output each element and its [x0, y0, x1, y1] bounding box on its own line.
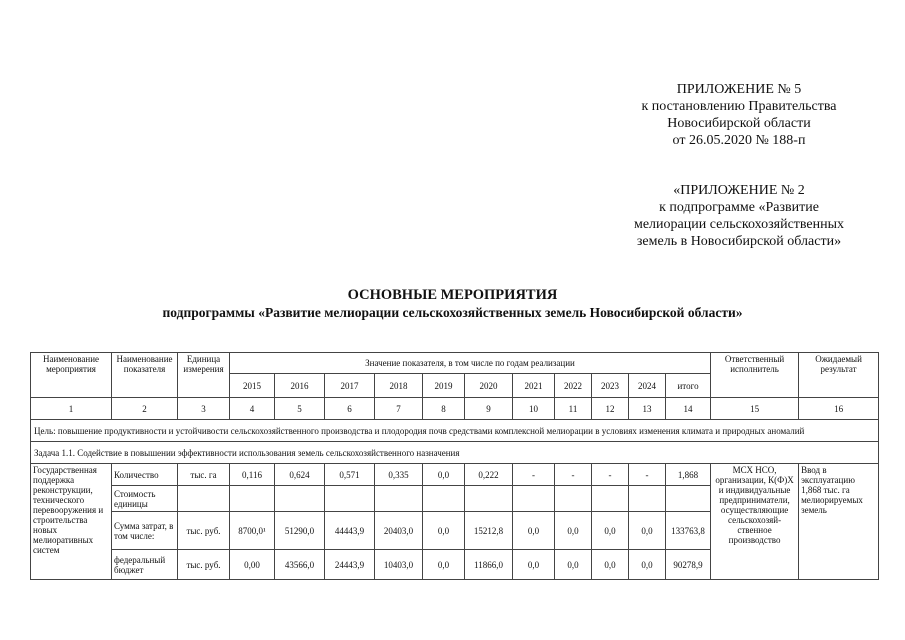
document-subtitle: подпрограммы «Развитие мелиорации сельскохозяйственных земель Новосибирской области»: [162, 305, 743, 320]
value-cell: 44443,9: [325, 512, 375, 550]
header-year: 2024: [629, 374, 666, 398]
value-cell: 0,335: [375, 464, 423, 486]
header-values-group: Значение показателя, в том числе по годам реализации: [230, 353, 711, 374]
header-event-name: Наименование мероприятия: [31, 353, 112, 398]
value-cell: [230, 486, 275, 512]
header-year: 2015: [230, 374, 275, 398]
column-number: 12: [592, 398, 629, 420]
column-number: 14: [666, 398, 711, 420]
total-cell: 1,868: [666, 464, 711, 486]
appendix-order-line: Новосибирской области: [667, 116, 811, 131]
total-cell: [666, 486, 711, 512]
value-cell: [465, 486, 513, 512]
value-cell: 0,0: [592, 512, 629, 550]
appendix-sub-line: мелиорации сельскохозяйственных: [633, 217, 845, 232]
value-cell: 0,0: [423, 512, 465, 550]
table-row: [31, 464, 879, 486]
value-cell: [275, 486, 325, 512]
appendix-subprogram-block: [600, 182, 878, 250]
value-cell: 0,0: [555, 550, 592, 580]
value-cell: 0,0: [629, 512, 666, 550]
value-cell: [592, 486, 629, 512]
value-cell: 10403,0: [375, 550, 423, 580]
appendix-order-line: ПРИЛОЖЕНИЕ № 5: [676, 82, 802, 97]
value-cell: [325, 486, 375, 512]
column-number: 15: [711, 398, 799, 420]
value-cell: 11866,0: [465, 550, 513, 580]
indicator-cell: Количество: [112, 464, 178, 486]
column-number-row: [31, 398, 879, 420]
total-cell: 90278,9: [666, 550, 711, 580]
value-cell: -: [555, 464, 592, 486]
value-cell: [375, 486, 423, 512]
header-year: 2018: [375, 374, 423, 398]
column-number: 16: [799, 398, 879, 420]
column-number: 3: [178, 398, 230, 420]
column-number: 5: [275, 398, 325, 420]
value-cell: 0,0: [629, 550, 666, 580]
unit-cell: тыс. руб.: [178, 550, 230, 580]
measures-table: [30, 352, 879, 580]
column-number: 7: [375, 398, 423, 420]
value-cell: 51290,0: [275, 512, 325, 550]
column-number: 9: [465, 398, 513, 420]
value-cell: -: [629, 464, 666, 486]
header-year: 2016: [275, 374, 325, 398]
value-cell: 0,0: [555, 512, 592, 550]
appendix-sub-line: земель в Новосибирской области»: [636, 234, 842, 249]
header-year: 2019: [423, 374, 465, 398]
goal-text: Цель: повышение продуктивности и устойчивости сельскохозяйственного производства и плодородия почв средствами комплексной мелиорации в условиях изменения климата и природных аномалий: [31, 420, 879, 442]
value-cell: 0,571: [325, 464, 375, 486]
column-number: 1: [31, 398, 112, 420]
value-cell: -: [513, 464, 555, 486]
value-cell: [513, 486, 555, 512]
header-unit: Единица измерения: [178, 353, 230, 398]
appendix-sub-line: к подпрограмме «Развитие: [659, 200, 819, 215]
column-number: 2: [112, 398, 178, 420]
appendix-order-block: [600, 81, 878, 149]
value-cell: 0,0: [423, 464, 465, 486]
column-number: 11: [555, 398, 592, 420]
value-cell: 0,116: [230, 464, 275, 486]
expected-result-cell: Ввод в эксплуатацию 1,868 тыс. га мелиорируемых земель: [799, 464, 879, 580]
task-row: [31, 442, 879, 464]
event-name-cell: Государственная поддержка реконструкции, технического перевооружения и строительства новых мелиоративных систем: [31, 464, 112, 580]
column-number: 10: [513, 398, 555, 420]
unit-cell: [178, 486, 230, 512]
value-cell: [629, 486, 666, 512]
task-text: Задача 1.1. Содействие в повышении эффективности использования земель сельскохозяйственного назначения: [31, 442, 879, 464]
column-number: 8: [423, 398, 465, 420]
value-cell: 0,0: [592, 550, 629, 580]
document-title: ОСНОВНЫЕ МЕРОПРИЯТИЯ: [347, 287, 558, 303]
value-cell: 0,0: [423, 550, 465, 580]
value-cell: 0,222: [465, 464, 513, 486]
value-cell: 0,624: [275, 464, 325, 486]
header-responsible: Ответственный исполнитель: [711, 353, 799, 398]
header-total: итого: [666, 374, 711, 398]
column-number: 4: [230, 398, 275, 420]
value-cell: 24443,9: [325, 550, 375, 580]
header-year: 2017: [325, 374, 375, 398]
header-indicator-name: Наименование показателя: [112, 353, 178, 398]
responsible-cell: МСХ НСО, организации, К(Ф)Х и индивидуальные предприниматели, осуществляющие сельскохозяй-ственное производство: [711, 464, 799, 580]
total-cell: 133763,8: [666, 512, 711, 550]
appendix-order-line: к постановлению Правительства: [641, 99, 837, 114]
value-cell: 8700,0¹: [230, 512, 275, 550]
header-year: 2023: [592, 374, 629, 398]
indicator-cell: Стоимость единицы: [112, 486, 178, 512]
value-cell: [423, 486, 465, 512]
header-year: 2022: [555, 374, 592, 398]
unit-cell: тыс. руб.: [178, 512, 230, 550]
indicator-cell: Сумма затрат, в том числе:: [112, 512, 178, 550]
header-row-1: [31, 353, 879, 374]
value-cell: 0,00: [230, 550, 275, 580]
header-year: 2020: [465, 374, 513, 398]
goal-row: [31, 420, 879, 442]
header-expected-result: Ожидаемый результат: [799, 353, 879, 398]
value-cell: 0,0: [513, 512, 555, 550]
value-cell: 15212,8: [465, 512, 513, 550]
value-cell: 20403,0: [375, 512, 423, 550]
header-year: 2021: [513, 374, 555, 398]
column-number: 13: [629, 398, 666, 420]
appendix-order-line: от 26.05.2020 № 188-п: [672, 133, 806, 148]
value-cell: -: [592, 464, 629, 486]
value-cell: 43566,0: [275, 550, 325, 580]
appendix-sub-line: «ПРИЛОЖЕНИЕ № 2: [673, 183, 805, 198]
value-cell: [555, 486, 592, 512]
value-cell: 0,0: [513, 550, 555, 580]
indicator-cell: федеральный бюджет: [112, 550, 178, 580]
column-number: 6: [325, 398, 375, 420]
unit-cell: тыс. га: [178, 464, 230, 486]
